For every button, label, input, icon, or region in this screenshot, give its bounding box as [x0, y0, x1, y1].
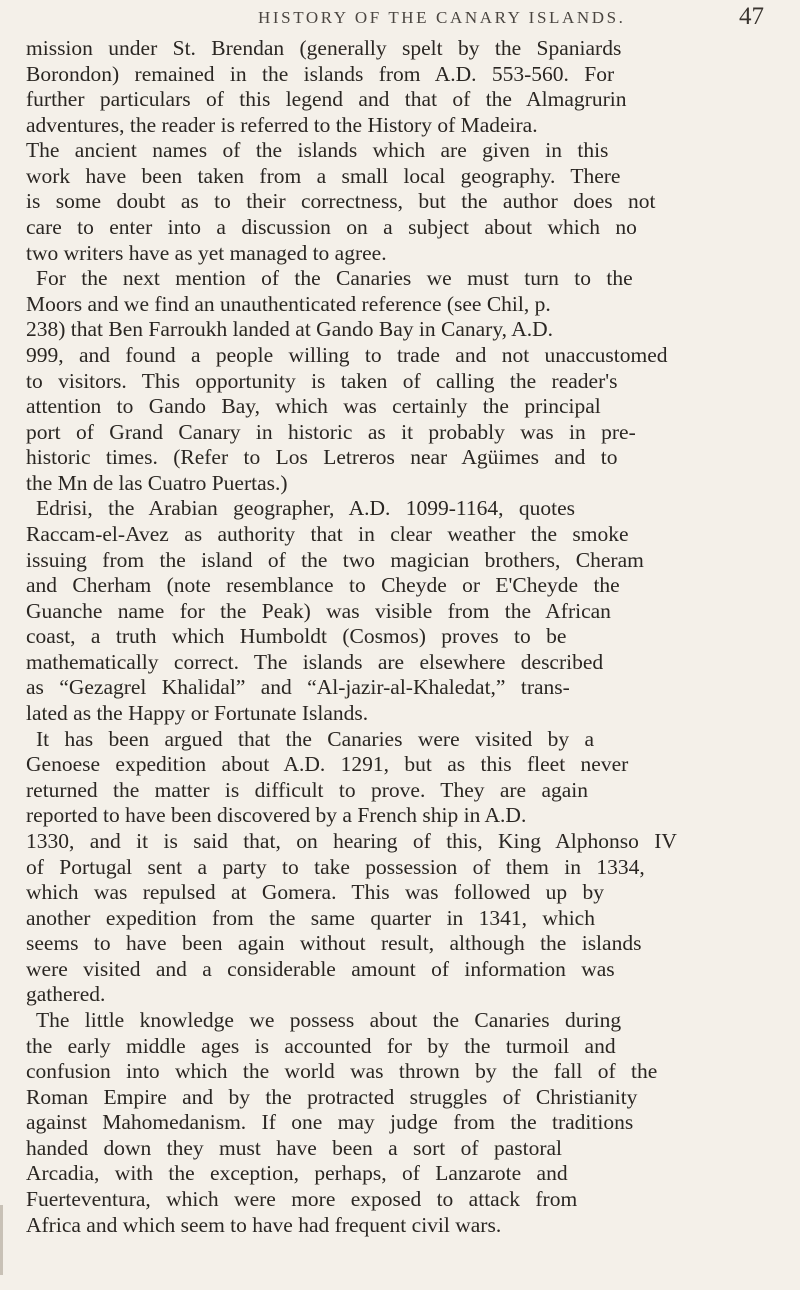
text-line: Fuerteventura, which were more exposed to attack from — [26, 1187, 578, 1212]
text-line: seems to have been again without result, although the islands — [26, 931, 642, 956]
text-line: the Mn de las Cuatro Puertas.) — [26, 470, 288, 495]
text-line: the early middle ages is accounted for by the turmoil and — [26, 1033, 616, 1058]
text-line: further particulars of this legend and that of the Almagrurin — [26, 87, 627, 112]
text-line: Africa and which seem to have had frequent civil wars. — [26, 1212, 502, 1237]
text-line: as “Gezagrel Khalidal” and “Al-jazir-al-Khaledat,” trans- — [26, 675, 570, 700]
text-line: Moors and we find an unauthenticated reference (see Chil, p. — [26, 291, 551, 316]
text-line: Borondon) remained in the islands from A.D. 553-560. For — [26, 61, 615, 86]
page-edge-mark — [0, 1205, 3, 1275]
body-text — [26, 36, 778, 1238]
text-line: Roman Empire and by the protracted struggles of Christianity — [26, 1084, 638, 1109]
text-line: another expedition from the same quarter in 1341, which — [26, 905, 595, 930]
text-line: of Portugal sent a party to take possession of them in 1334, — [26, 854, 645, 879]
text-line: port of Grand Canary in historic as it probably was in pre- — [26, 419, 636, 444]
text-line: 238) that Ben Farroukh landed at Gando Bay in Canary, A.D. — [26, 317, 554, 342]
text-line: Genoese expedition about A.D. 1291, but as this fleet never — [26, 752, 629, 777]
text-line: which was repulsed at Gomera. This was followed up by — [26, 880, 605, 905]
text-line: adventures, the reader is referred to the History of Madeira. — [26, 112, 538, 137]
text-line: handed down they must have been a sort of pastoral — [26, 1135, 562, 1160]
page-number: 47 — [739, 3, 764, 30]
running-head — [0, 3, 800, 38]
text-line: It has been argued that the Canaries were visited by a — [36, 726, 595, 751]
text-line: issuing from the island of the two magician brothers, Cheram — [26, 547, 644, 572]
text-line: mission under St. Brendan (generally spelt by the Spaniards — [26, 36, 622, 60]
text-line: mathematically correct. The islands are elsewhere described — [26, 649, 604, 674]
text-line: gathered. — [26, 982, 106, 1007]
text-line: Raccam-el-Avez as authority that in clear weather the smoke — [26, 521, 629, 546]
text-line: Arcadia, with the exception, perhaps, of Lanzarote and — [26, 1161, 568, 1186]
text-line: against Mahomedanism. If one may judge from the traditions — [26, 1110, 634, 1135]
text-line: work have been taken from a small local geography. There — [26, 163, 621, 188]
text-line: historic times. (Refer to Los Letreros near Agüimes and to — [26, 445, 618, 470]
text-line: For the next mention of the Canaries we must turn to the — [36, 266, 633, 291]
text-line: two writers have as yet managed to agree. — [26, 240, 387, 265]
text-line: The ancient names of the islands which are given in this — [26, 138, 609, 163]
text-line: reported to have been discovered by a French ship in A.D. — [26, 803, 527, 828]
text-line: confusion into which the world was thrown by the fall of the — [26, 1059, 658, 1084]
text-line: care to enter into a discussion on a subject about which no — [26, 215, 637, 240]
text-line: returned the matter is difficult to prove. They are again — [26, 777, 589, 802]
text-line: to visitors. This opportunity is taken of calling the reader's — [26, 368, 618, 393]
text-line: Guanche name for the Peak) was visible from the African — [26, 598, 611, 623]
text-line: 1330, and it is said that, on hearing of this, King Alphonso IV — [26, 828, 677, 853]
text-line: Edrisi, the Arabian geographer, A.D. 1099-1164, quotes — [36, 496, 576, 521]
text-line: and Cherham (note resemblance to Cheyde or E'Cheyde the — [26, 573, 620, 598]
text-line: lated as the Happy or Fortunate Islands. — [26, 701, 369, 726]
running-title: HISTORY OF THE CANARY ISLANDS. — [258, 8, 626, 27]
text-line: The little knowledge we possess about the Canaries during — [36, 1007, 622, 1032]
text-line: attention to Gando Bay, which was certainly the principal — [26, 394, 601, 419]
text-line: were visited and a considerable amount of information was — [26, 956, 615, 981]
text-line: is some doubt as to their correctness, but the author does not — [26, 189, 656, 214]
text-line: coast, a truth which Humboldt (Cosmos) proves to be — [26, 624, 567, 649]
text-line: 999, and found a people willing to trade and not unaccustomed — [26, 342, 668, 367]
